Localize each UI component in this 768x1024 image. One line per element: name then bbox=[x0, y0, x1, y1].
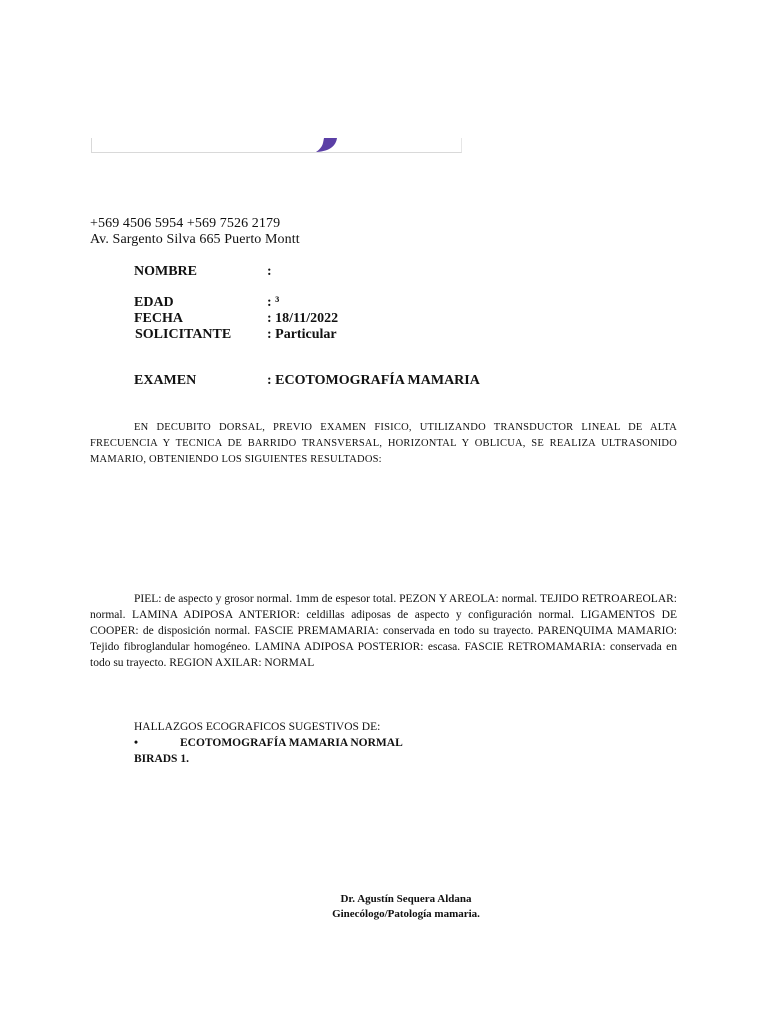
clinic-logo-icon bbox=[313, 138, 337, 152]
nombre-value: : bbox=[267, 264, 272, 279]
solicitante-label: SOLICITANTE bbox=[135, 327, 232, 342]
fecha-label: FECHA bbox=[134, 311, 183, 326]
findings-paragraph: PIEL: de aspecto y grosor normal. 1mm de espesor total. PEZON Y AREOLA: normal. TEJIDO RETROAREOLAR: normal. LAMINA ADIPOSA ANTERIOR: celdillas adiposas de aspecto y configuración normal. LIGAMENTOS DE COOPER: de disposición normal. FASCIE PREMAMARIA: conservada en todo su trayecto. PARENQUIMA MAMARIO: Tejido fibroglandular homogéneo. LAMINA ADIPOSA POSTERIOR: escasa. FASCIE RETROMAMARIA: conservada en todo su trayecto. REGION AXILAR: NORMAL bbox=[90, 593, 677, 669]
conclusion-item: ECOTOMOGRAFÍA MAMARIA NORMAL bbox=[180, 737, 403, 749]
examen-label: EXAMEN bbox=[134, 373, 197, 388]
letterhead-frame bbox=[91, 138, 462, 153]
contact-address: Av. Sargento Silva 665 Puerto Montt bbox=[90, 232, 300, 247]
signature-name: Dr. Agustín Sequera Aldana bbox=[340, 893, 472, 905]
signature-title: Ginecólogo/Patología mamaria. bbox=[332, 908, 480, 920]
solicitante-value: : Particular bbox=[267, 327, 337, 342]
edad-value: : ³ bbox=[267, 295, 280, 310]
fecha-value: : 18/11/2022 bbox=[267, 311, 339, 326]
contact-phones: +569 4506 5954 +569 7526 2179 bbox=[90, 216, 281, 231]
nombre-label: NOMBRE bbox=[134, 264, 197, 279]
conclusion-title: HALLAZGOS ECOGRAFICOS SUGESTIVOS DE: bbox=[134, 721, 381, 733]
examen-value: : ECOTOMOGRAFÍA MAMARIA bbox=[267, 373, 480, 388]
edad-label: EDAD bbox=[134, 295, 174, 310]
intro-paragraph: EN DECUBITO DORSAL, PREVIO EXAMEN FISICO, UTILIZANDO TRANSDUCTOR LINEAL DE ALTA FRECUENCIA Y TECNICA DE BARRIDO TRANSVERSAL, HORIZONTAL Y OBLICUA, SE REALIZA ULTRASONIDO MAMARIO, OBTENIENDO LOS SIGUIENTES RESULTADOS: bbox=[90, 422, 677, 465]
conclusion-bullet: • bbox=[134, 737, 139, 749]
birads-classification: BIRADS 1. bbox=[134, 753, 189, 765]
